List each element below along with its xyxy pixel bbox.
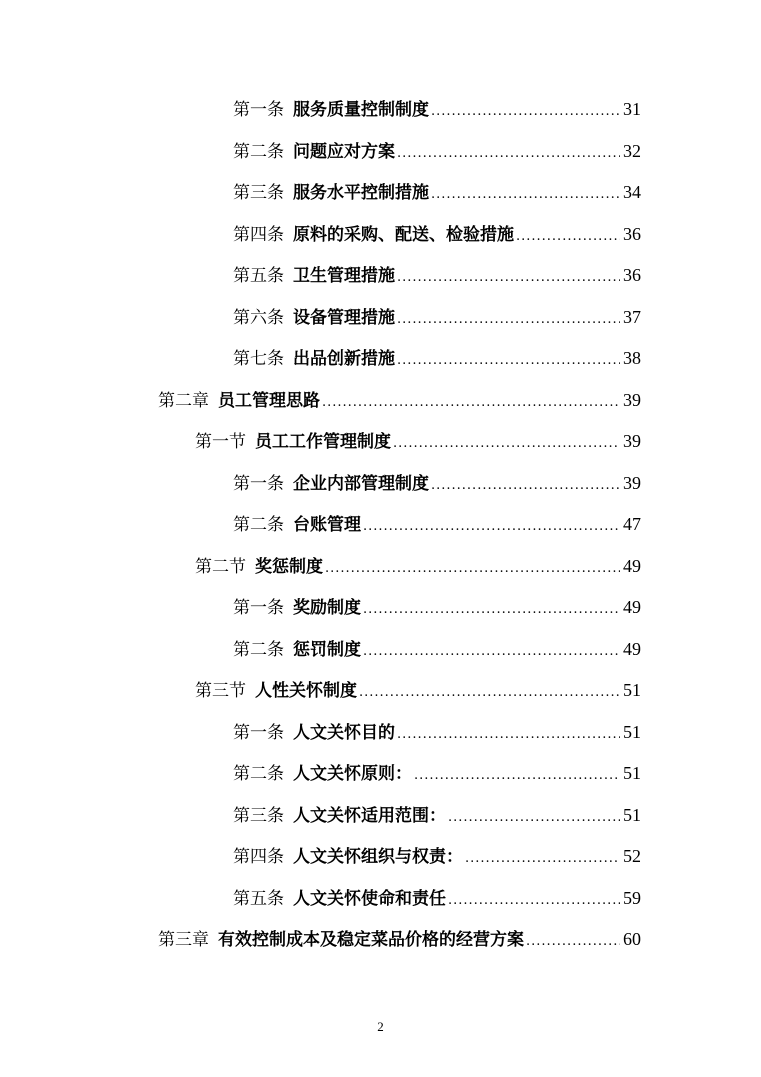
toc-entry-page: 37	[623, 307, 641, 327]
toc-entry-label: 第三条	[233, 806, 284, 826]
toc-entry-title: 员工管理思路	[218, 391, 320, 411]
toc-entry-page: 49	[623, 639, 641, 659]
toc-entry-label: 第二条	[233, 640, 284, 660]
toc-entry-page: 39	[623, 431, 641, 451]
toc-entry-title: 设备管理措施	[293, 308, 395, 328]
toc-entry-title: 台账管理	[293, 515, 361, 535]
toc-entry[interactable]	[233, 138, 641, 164]
toc-entry-title: 惩罚制度	[293, 640, 361, 660]
toc-entry-page: 51	[623, 763, 641, 783]
toc-entry-label: 第二条	[233, 142, 284, 162]
toc-entry-label: 第七条	[233, 349, 284, 369]
toc-entry-label: 第一条	[233, 723, 284, 743]
toc-dot-leader	[431, 182, 620, 208]
toc-entry-page: 49	[623, 597, 641, 617]
toc-entry[interactable]	[233, 511, 641, 537]
toc-entry-label: 第三条	[233, 183, 284, 203]
toc-dot-leader	[397, 307, 620, 333]
toc-entry[interactable]	[233, 345, 641, 371]
toc-dot-leader	[325, 556, 620, 582]
toc-entry-title: 服务水平控制措施	[293, 183, 429, 203]
toc-entry-page: 34	[623, 182, 641, 202]
toc-dot-leader	[397, 722, 620, 748]
toc-entry[interactable]	[233, 885, 641, 911]
toc-entry-page: 49	[623, 556, 641, 576]
toc-entry-title: 奖励制度	[293, 598, 361, 618]
toc-dot-leader	[431, 473, 620, 499]
toc-entry[interactable]	[233, 636, 641, 662]
toc-entry-title: 人文关怀组织与权责：	[293, 847, 463, 867]
toc-entry-label: 第一节	[195, 432, 246, 452]
toc-entry-label: 第一条	[233, 100, 284, 120]
toc-entry-title: 有效控制成本及稳定菜品价格的经营方案	[218, 930, 524, 950]
toc-entry[interactable]	[233, 802, 641, 828]
toc-entry-page: 52	[623, 846, 641, 866]
toc-entry-title: 人文关怀目的	[293, 723, 395, 743]
toc-entry-page: 51	[623, 722, 641, 742]
toc-entry-title: 员工工作管理制度	[255, 432, 391, 452]
toc-entry-label: 第四条	[233, 847, 284, 867]
toc-dot-leader	[465, 846, 620, 872]
toc-entry-title: 原料的采购、配送、检验措施	[293, 225, 514, 245]
toc-entry[interactable]	[233, 96, 641, 122]
toc-entry[interactable]	[233, 760, 641, 786]
toc-dot-leader	[322, 390, 620, 416]
toc-entry-label: 第一条	[233, 598, 284, 618]
toc-entry-label: 第一条	[233, 474, 284, 494]
toc-entry-page: 32	[623, 141, 641, 161]
toc-section-entry[interactable]	[195, 677, 641, 703]
page-number: 2	[377, 1019, 384, 1034]
toc-entry-title: 奖惩制度	[255, 557, 323, 577]
toc-entry-label: 第二条	[233, 764, 284, 784]
toc-entry[interactable]	[233, 843, 641, 869]
toc-entry[interactable]	[233, 719, 641, 745]
toc-dot-leader	[363, 597, 620, 623]
toc-entry-label: 第二章	[158, 391, 209, 411]
toc-entry[interactable]	[233, 304, 641, 330]
toc-dot-leader	[516, 224, 620, 250]
toc-chapter-entry[interactable]	[158, 926, 641, 952]
toc-dot-leader	[397, 141, 620, 167]
toc-entry[interactable]	[233, 221, 641, 247]
toc-entry-title: 出品创新措施	[293, 349, 395, 369]
toc-entry-label: 第三章	[158, 930, 209, 950]
toc-entry-page: 59	[623, 888, 641, 908]
toc-entry-page: 39	[623, 473, 641, 493]
toc-entry-page: 60	[623, 929, 641, 949]
toc-entry-page: 47	[623, 514, 641, 534]
toc-entry-title: 人文关怀原则：	[293, 764, 412, 784]
toc-dot-leader	[431, 99, 620, 125]
toc-dot-leader	[397, 265, 620, 291]
toc-entry[interactable]	[233, 470, 641, 496]
toc-entry-page: 31	[623, 99, 641, 119]
toc-dot-leader	[448, 805, 620, 831]
toc-entry-title: 问题应对方案	[293, 142, 395, 162]
toc-dot-leader	[414, 763, 620, 789]
toc-section-entry[interactable]	[195, 428, 641, 454]
toc-entry-label: 第四条	[233, 225, 284, 245]
toc-chapter-entry[interactable]	[158, 387, 641, 413]
toc-entry-title: 企业内部管理制度	[293, 474, 429, 494]
toc-entry-label: 第二条	[233, 515, 284, 535]
toc-dot-leader	[363, 639, 620, 665]
toc-entry-label: 第二节	[195, 557, 246, 577]
toc-dot-leader	[397, 348, 620, 374]
toc-entry-title: 人文关怀适用范围：	[293, 806, 446, 826]
toc-entry-label: 第六条	[233, 308, 284, 328]
toc-entry-label: 第五条	[233, 266, 284, 286]
toc-entry-page: 39	[623, 390, 641, 410]
toc-entry-page: 36	[623, 265, 641, 285]
toc-entry-page: 51	[623, 680, 641, 700]
toc-entry[interactable]	[233, 262, 641, 288]
toc-entry[interactable]	[233, 594, 641, 620]
toc-entry-title: 人性关怀制度	[255, 681, 357, 701]
toc-entry-page: 38	[623, 348, 641, 368]
toc-entry-title: 卫生管理措施	[293, 266, 395, 286]
toc-entry-label: 第五条	[233, 889, 284, 909]
toc-entry-page: 36	[623, 224, 641, 244]
toc-entry-title: 人文关怀使命和责任	[293, 889, 446, 909]
toc-entry[interactable]	[233, 179, 641, 205]
toc-dot-leader	[363, 514, 620, 540]
toc-entry-title: 服务质量控制制度	[293, 100, 429, 120]
toc-dot-leader	[526, 929, 620, 955]
toc-dot-leader	[359, 680, 620, 706]
toc-section-entry[interactable]	[195, 553, 641, 579]
toc-entry-page: 51	[623, 805, 641, 825]
toc-dot-leader	[448, 888, 620, 914]
toc-entry-label: 第三节	[195, 681, 246, 701]
toc-dot-leader	[393, 431, 620, 457]
